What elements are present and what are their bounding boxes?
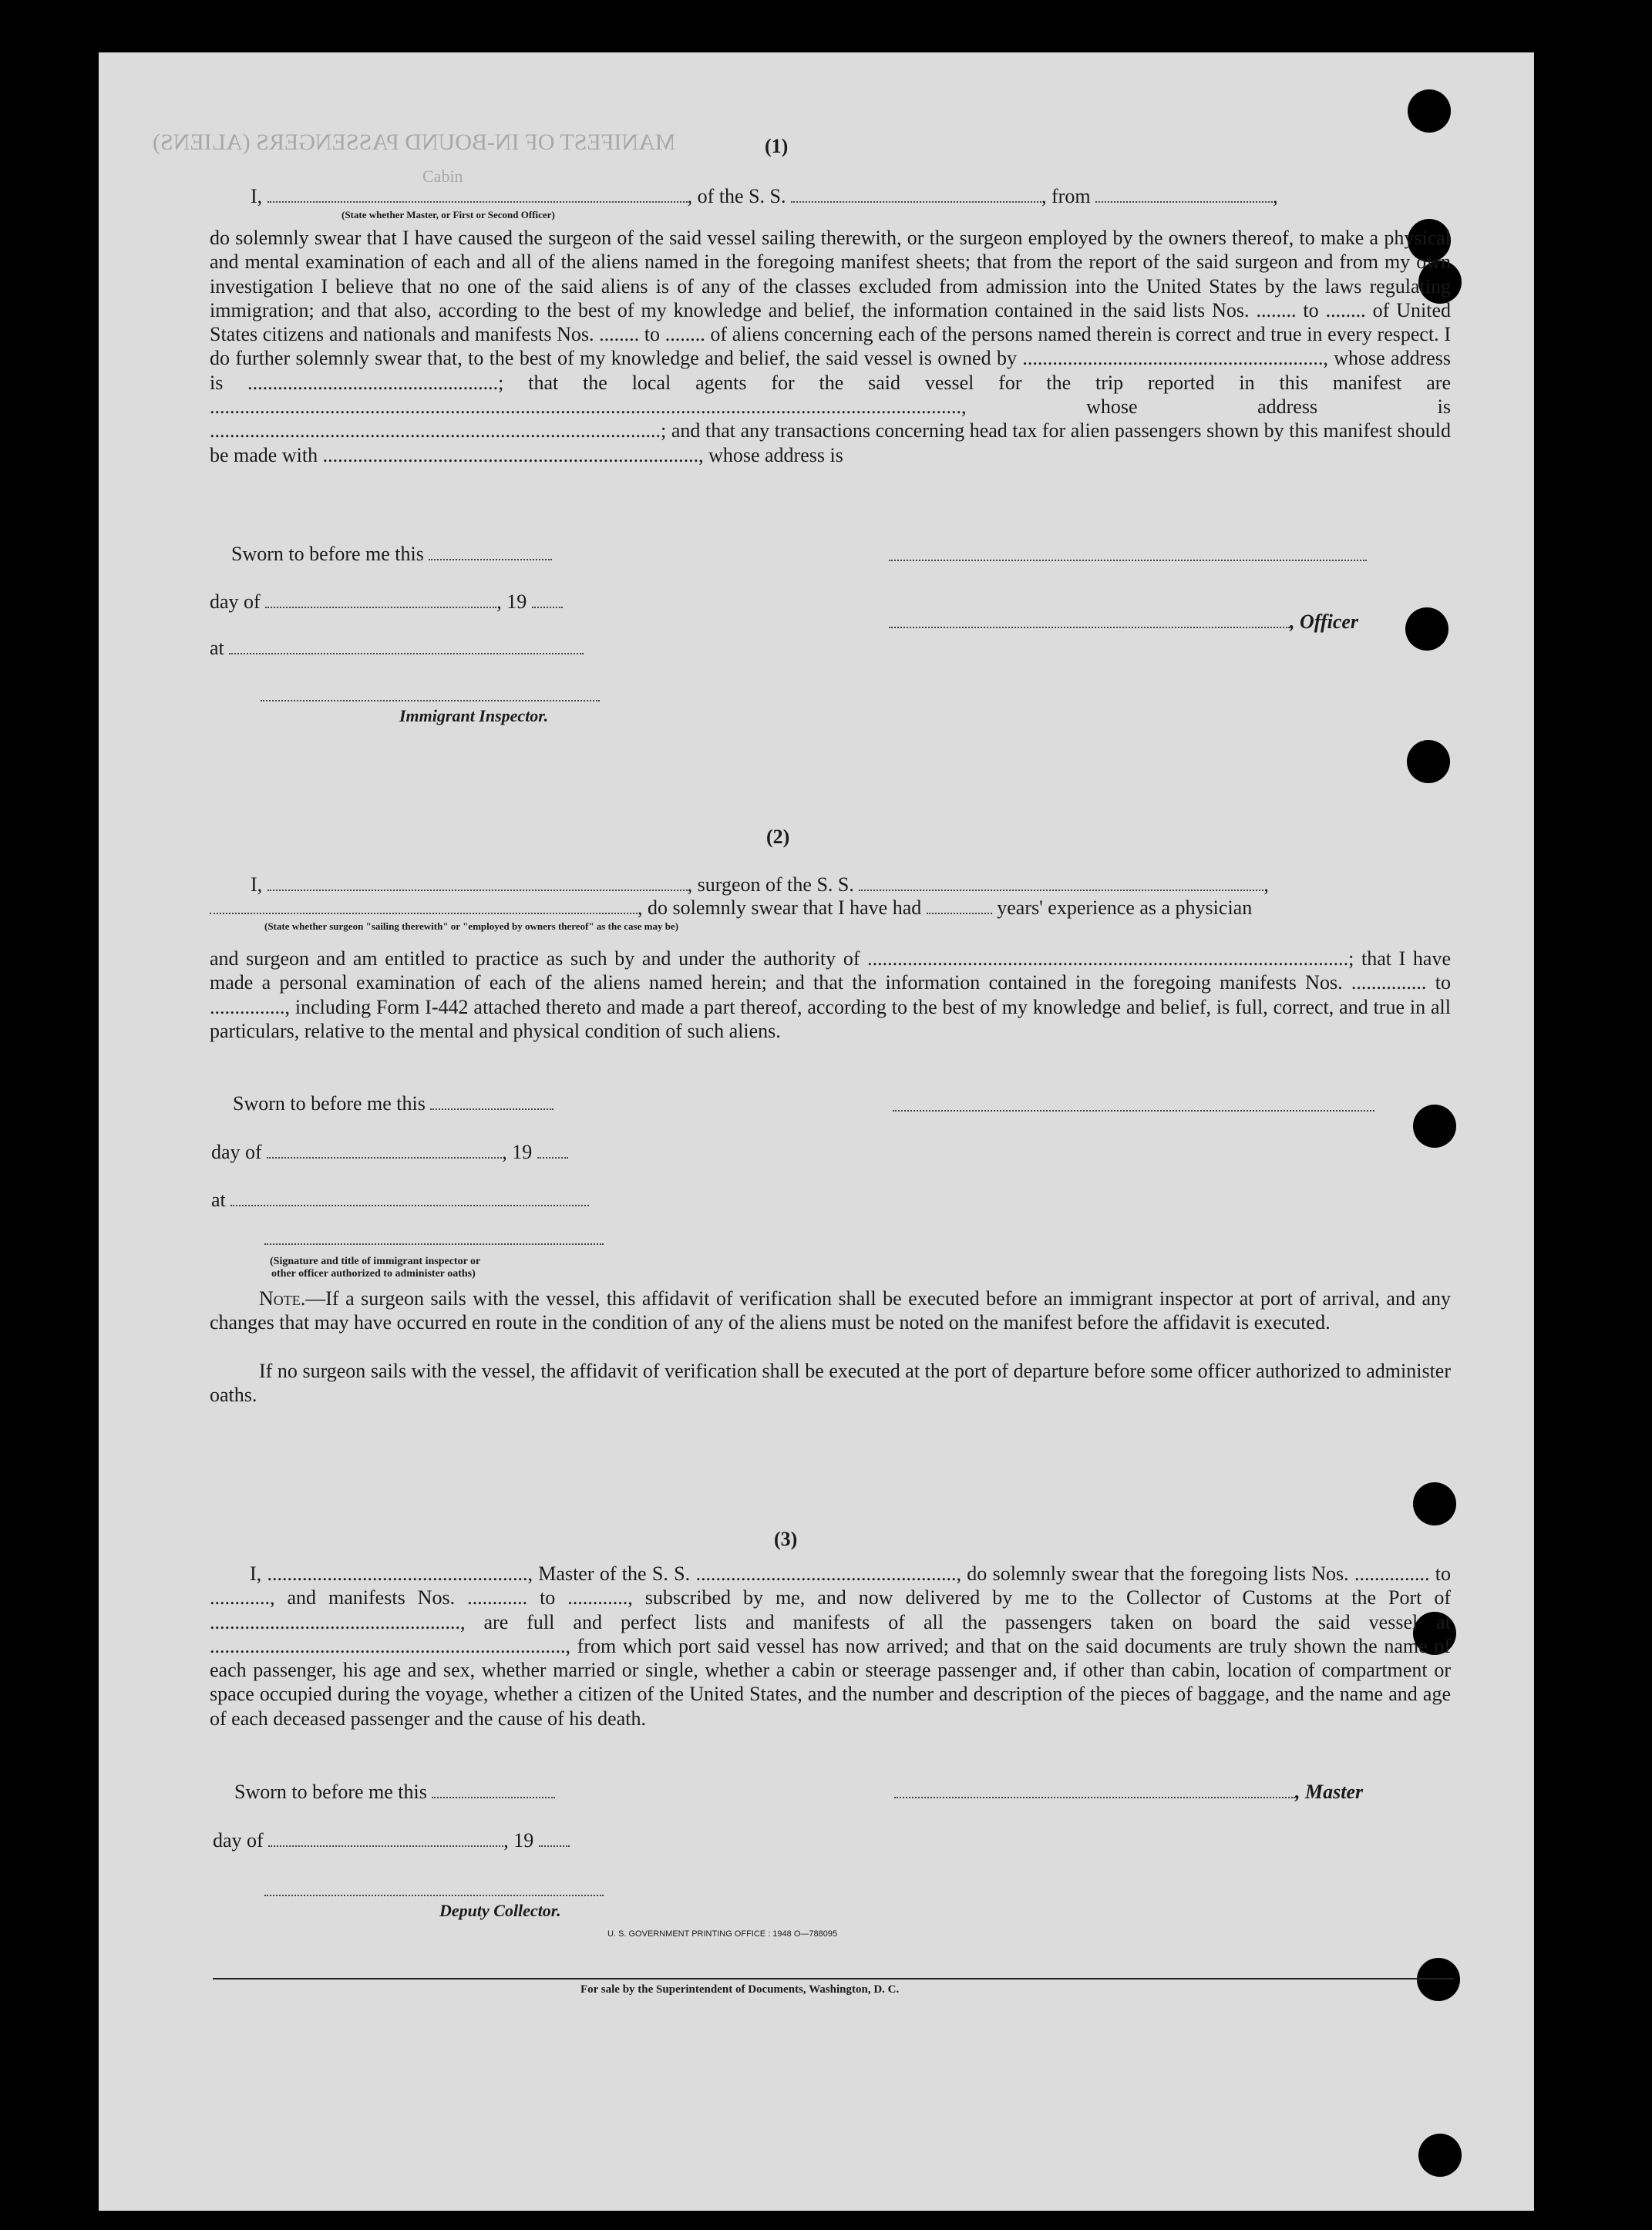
master-label: , Master — [1295, 1781, 1364, 1803]
section1-line1: I, , of the S. S. , from , — [251, 185, 1278, 207]
section2-i: I, — [251, 873, 263, 896]
master-name-field[interactable] — [267, 197, 688, 203]
section1-i: I, — [251, 185, 263, 207]
sworn-label: Sworn to before me this — [231, 543, 424, 565]
section2-note — [210, 1287, 1451, 1335]
section1-of-ss: , of the S. S. — [687, 185, 786, 207]
surgeon-vessel-field[interactable] — [859, 885, 1263, 891]
section2-signature-line[interactable] — [264, 1243, 604, 1245]
sworn-date-field[interactable] — [432, 1792, 555, 1798]
punch-hole — [1413, 1482, 1456, 1525]
day-of-label: day of — [210, 590, 261, 613]
year-label: , 19 — [503, 1829, 534, 1852]
section2-caption: (State whether surgeon "sailing therewith" or "employed by owners thereof" as the case may be) — [264, 920, 679, 932]
years-experience-label: years' experience as a physician — [997, 896, 1253, 919]
year-label: , 19 — [496, 590, 527, 613]
year-label: , 19 — [502, 1141, 533, 1163]
deputy-collector-label: Deputy Collector. — [439, 1901, 561, 1920]
year-field[interactable] — [532, 602, 563, 608]
section1-caption: (State whether Master, or First or Second Officer) — [342, 209, 555, 220]
years-field[interactable] — [927, 908, 992, 914]
at-place-field[interactable] — [229, 648, 584, 654]
punch-hole — [1413, 1105, 1456, 1148]
section1-from: , from — [1041, 185, 1091, 207]
surgeon-name-field[interactable] — [267, 885, 688, 891]
immigrant-inspector-label: Immigrant Inspector. — [399, 706, 549, 725]
punch-hole — [1417, 1958, 1460, 2001]
officer-label: , Officer — [1290, 610, 1359, 633]
section2-sworn — [233, 1092, 553, 1115]
section-number-2: (2) — [766, 826, 790, 848]
officer-title-field[interactable] — [889, 622, 1290, 628]
day-field[interactable] — [265, 602, 496, 608]
port-from-field[interactable] — [1095, 197, 1273, 203]
inspector-signature-line[interactable] — [261, 700, 600, 701]
section1-at — [210, 637, 584, 660]
at-label: at — [211, 1189, 226, 1211]
section2-line1: I, , surgeon of the S. S. , — [251, 873, 1269, 896]
have-had-label: , do solemnly swear that I have had — [638, 896, 922, 919]
sworn-label: Sworn to before me this — [233, 1092, 426, 1115]
master-signature-field[interactable] — [894, 1792, 1295, 1798]
punch-hole — [1408, 89, 1451, 133]
section3-day — [213, 1829, 570, 1852]
signature-caption-1: (Signature and title of immigrant inspector or — [270, 1256, 481, 1267]
section2-at — [211, 1189, 589, 1212]
vessel-name-field[interactable] — [791, 197, 1041, 203]
section2-body: and surgeon and am entitled to practice as such by and under the authority of ................................................................................................; that I have made a personal examination of each of the aliens named herein; and that the information contained in the foregoing manifests Nos. ............... to ..............., including Form I-442 attached thereto and made a part thereof, according to the best of my knowledge and belief, is full, correct, and true in all particulars, relative to the mental and physical condition of such aliens. — [210, 947, 1451, 1042]
year-field[interactable] — [539, 1841, 570, 1847]
surgeon-status-field[interactable] — [210, 908, 638, 914]
day-of-label: day of — [213, 1829, 264, 1852]
printing-office-credit: U. S. GOVERNMENT PRINTING OFFICE : 1948 O—788095 — [607, 1929, 838, 1939]
section3-sworn — [234, 1781, 555, 1804]
section1-sworn — [231, 543, 552, 566]
bleed-through-handwriting: Cabin — [422, 166, 463, 186]
section-number-1: (1) — [765, 135, 789, 157]
sworn-date-field[interactable] — [430, 1104, 553, 1110]
section-number-3: (3) — [774, 1528, 798, 1550]
year-field[interactable] — [537, 1152, 568, 1159]
note-label: Note. — [259, 1287, 306, 1310]
signature-caption-2: other officer authorized to administer oaths) — [271, 1268, 476, 1280]
for-sale-note: For sale by the Superintendent of Documents, Washington, D. C. — [580, 1983, 900, 1996]
section3-body: I, ...................................................., Master of the S. S. ...................................................., do solemnly swear that the foregoing lists Nos. ............... to ............, and manifests Nos. ............ to ............, subscribed by me, and now delivered by me to the Collector of Customs at the Port of .................................................., are full and perfect lists and manifests of all the passengers taken on board the said vessel at ......................................................................., from which port said vessel has now arrived; and that on the said documents are truly shown the name of each passenger, his age and sex, whether married or single, whether a cabin or steerage passenger and, if other than cabin, location of compartment or space occupied during the voyage, whether a citizen of the United States, and the number and description of the pieces of baggage, and the name and age of each deceased passenger and the cause of his death. — [210, 1562, 1451, 1730]
officer-signature-line[interactable] — [889, 560, 1367, 561]
section1-officer — [889, 610, 1358, 634]
note-text: —If a surgeon sails with the vessel, this affidavit of verification shall be executed before an immigrant inspector at port of arrival, and any changes that may have occurred en route in the condition of any of the aliens must be noted on the manifest before the affidavit is executed. — [210, 1287, 1451, 1334]
collector-signature-line[interactable] — [264, 1895, 604, 1896]
sworn-label: Sworn to before me this — [234, 1781, 427, 1803]
punch-hole — [1405, 607, 1448, 651]
section2-note-2: If no surgeon sails with the vessel, the affidavit of verification shall be executed at the port of departure before some officer authorized to administer oaths. — [210, 1360, 1451, 1407]
section1-day — [210, 590, 563, 614]
punch-hole — [1418, 2134, 1462, 2177]
section2-day — [211, 1141, 568, 1164]
surgeon-signature-line[interactable] — [893, 1110, 1374, 1112]
section2-line2 — [210, 896, 1252, 920]
surgeon-of-ss-label: , surgeon of the S. S. — [687, 873, 854, 896]
day-of-label: day of — [211, 1141, 262, 1163]
section1-body: do solemnly swear that I have caused the surgeon of the said vessel sailing therewith, or the surgeon employed by the owners thereof, to make a physical and mental examination of each and all of the aliens named in the foregoing manifest sheets; that from the report of the said surgeon and from my own investigation I believe that no one of the said aliens is of any of the classes excluded from admission into the United States by the laws regulating immigration; and that also, according to the best of my knowledge and belief, the information contained in the said lists Nos. ........ to ........ of United States citizens and nationals and manifests Nos. ........ to ........ of aliens concerning each of the persons named therein is correct and true in every respect. I do further solemnly swear that, to the best of my knowledge and belief, the said vessel is owned by ............................................................, whose address is ..................................................; that the local agents for the said vessel for the trip reported in this manifest are ......................................................................................................................................................, whose address is ..........................................................................................; and that any transactions concerning head tax for alien passengers shown by this manifest should be made with ..........................................................................., whose address is — [210, 227, 1451, 466]
day-field[interactable] — [268, 1841, 503, 1847]
section3-master — [894, 1781, 1363, 1804]
bleed-through-title: MANIFEST OF IN-BOUND PASSENGERS (ALIENS) — [153, 129, 676, 155]
sworn-date-field[interactable] — [429, 554, 552, 560]
punch-hole — [1407, 740, 1450, 783]
footer-rule — [213, 1978, 1454, 1979]
form-page — [99, 52, 1534, 2211]
day-field[interactable] — [267, 1152, 502, 1159]
at-label: at — [210, 637, 224, 659]
at-place-field[interactable] — [230, 1200, 589, 1206]
